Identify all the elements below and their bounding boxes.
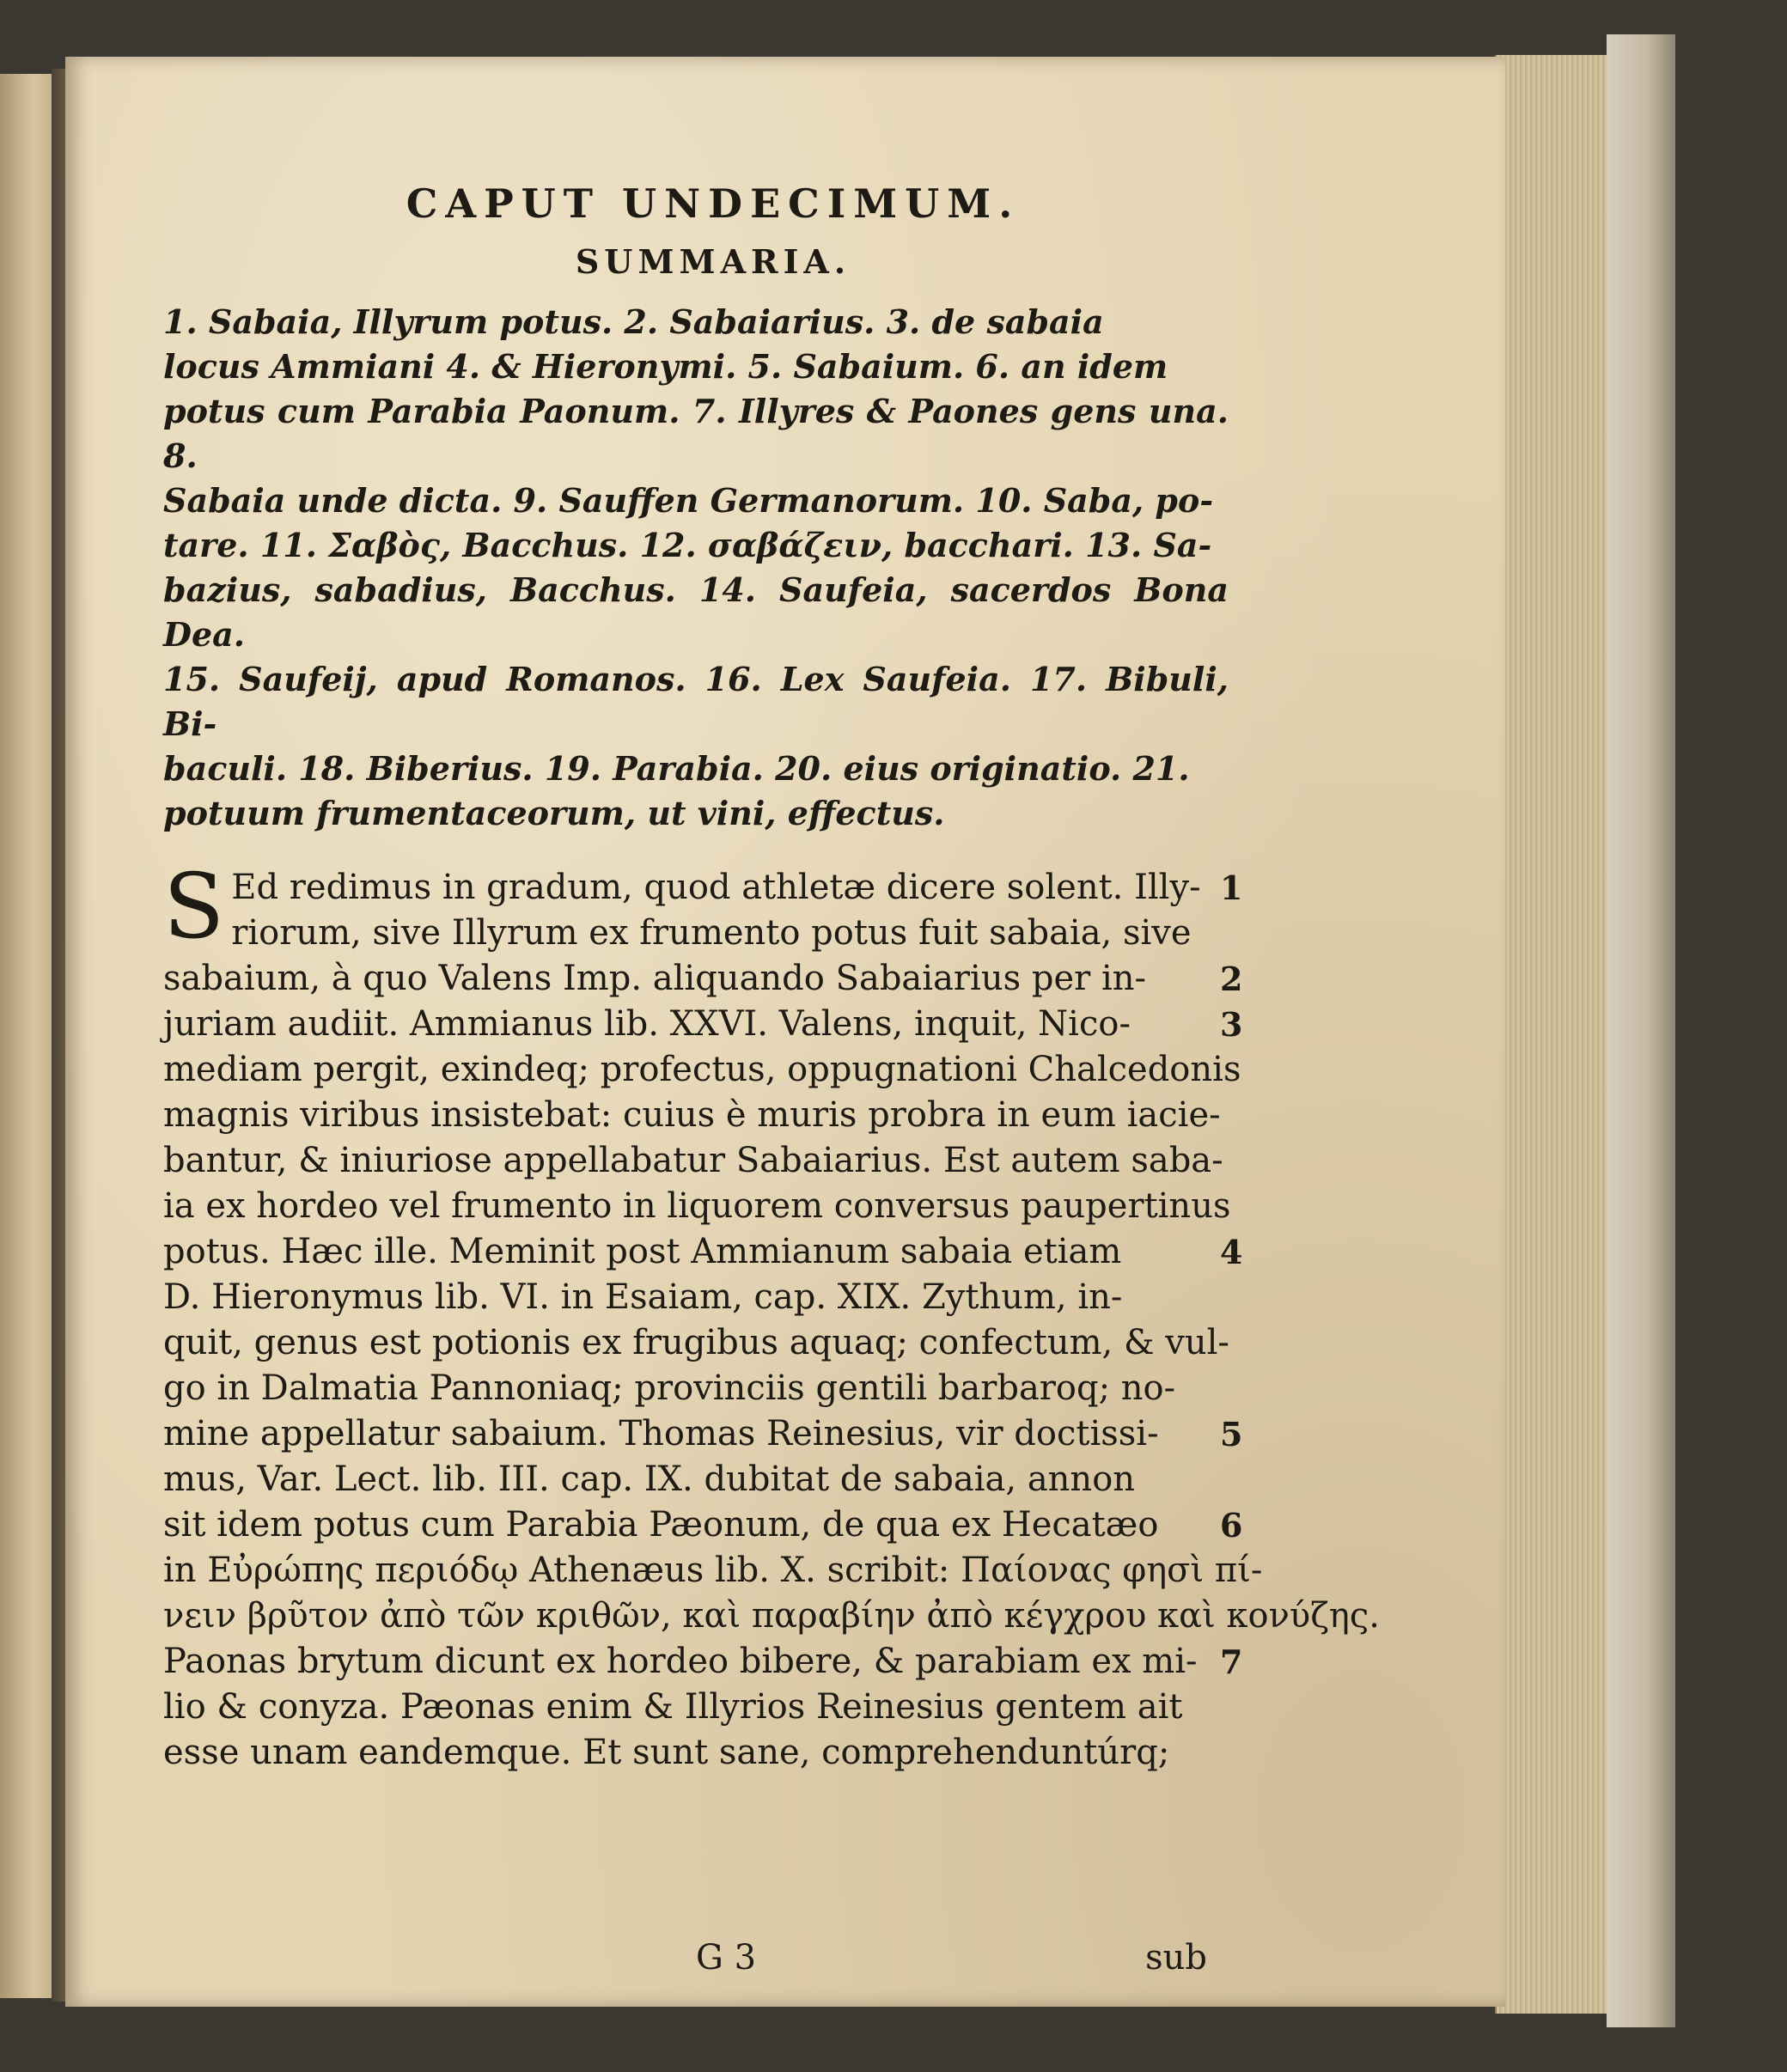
body-line: juriam audiit. Ammianus lib. XXVI. Valens, inquit, Nico- 3 <box>163 1002 1229 1047</box>
page-footer <box>163 1938 1207 1990</box>
body-line: sit idem potus cum Parabia Pæonum, de qua ex Hecatæo 6 <box>163 1502 1229 1548</box>
summary-line: locus Ammiani 4. & Hieronymi. 5. Sabaium. 6. an idem <box>163 347 1168 386</box>
catchword: sub <box>1145 1938 1207 1978</box>
summary-block <box>163 300 1229 836</box>
page-stack-edge <box>1495 55 1608 2014</box>
summary-line: 15. Saufeij, apud Romanos. 16. Lex Saufeia. 17. Bibuli, Bi- <box>163 660 1229 743</box>
summary-line: 1. Sabaia, Illyrum potus. 2. Sabaiarius. 3. de sabaia <box>163 302 1104 341</box>
summary-line: tare. 11. Σαβὸς, Bacchus. 12. σαβάζειν, bacchari. 13. Sa- <box>163 526 1212 564</box>
body-line: go in Dalmatia Pannoniaq; provinciis gentili barbaroq; no- <box>163 1368 1176 1408</box>
margin-line-number: 6 <box>1220 1506 1243 1545</box>
margin-line-number: 1 <box>1220 868 1243 907</box>
margin-line-number: 2 <box>1220 960 1243 998</box>
page-content <box>163 180 1380 1776</box>
book-cover-edge <box>1607 34 1675 2027</box>
body-line: mine appellatur sabaium. Thomas Reinesius, vir doctissi- 5 <box>163 1411 1229 1457</box>
body-line: ia ex hordeo vel frumento in liquorem conversus paupertinus <box>163 1186 1231 1226</box>
body-line: riorum, sive Illyrum ex frumento potus fuit sabaia, sive <box>231 913 1192 953</box>
margin-line-number: 7 <box>1220 1642 1243 1681</box>
body-line: Ed redimus in gradum, quod athletæ dicere solent. Illy- 1 <box>163 865 1229 911</box>
chapter-title: CAPUT UNDECIMUM. <box>406 180 1021 227</box>
body-line: in Εὐρώπης περιόδῳ Athenæus lib. X. scribit: Παίονας φησὶ πί- <box>163 1551 1263 1590</box>
body-line: Paonas brytum dicunt ex hordeo bibere, & parabiam ex mi- 7 <box>163 1639 1229 1685</box>
body-line: quit, genus est potionis ex frugibus aquaq; confectum, & vul- <box>163 1323 1229 1362</box>
summary-heading: SUMMARIA. <box>575 242 851 281</box>
body-line: bantur, & iniuriose appellabatur Sabaiarius. Est autem saba- <box>163 1141 1223 1180</box>
margin-line-number: 5 <box>1220 1415 1243 1453</box>
summary-line: baculi. 18. Biberius. 19. Parabia. 20. eius originatio. 21. <box>163 749 1190 788</box>
body-line: potus. Hæc ille. Meminit post Ammianum sabaia etiam 4 <box>163 1229 1229 1275</box>
summary-line: potus cum Parabia Paonum. 7. Illyres & Paones gens una. 8. <box>163 392 1229 475</box>
body-text <box>163 854 1380 1776</box>
body-line: mus, Var. Lect. lib. III. cap. IX. dubitat de sabaia, annon <box>163 1460 1136 1499</box>
body-line: magnis viribus insistebat: cuius è muris probra in eum iacie- <box>163 1095 1221 1135</box>
body-line: sabaium, à quo Valens Imp. aliquando Sabaiarius per in- 2 <box>163 956 1229 1002</box>
body-line: mediam pergit, exindeq; profectus, oppugnationi Chalcedonis <box>163 1050 1241 1089</box>
margin-line-number: 3 <box>1220 1005 1243 1044</box>
margin-line-number: 4 <box>1220 1233 1243 1271</box>
body-line: νειν βρῦτον ἀπὸ τῶν κριθῶν, καὶ παραβίην ἀπὸ κέγχρου καὶ κονύζης. <box>163 1596 1380 1636</box>
body-line: D. Hieronymus lib. VI. in Esaiam, cap. XIX. Zythum, in- <box>163 1277 1123 1317</box>
summary-line: potuum frumentaceorum, ut vini, effectus. <box>163 794 945 832</box>
drop-cap: S <box>163 854 225 959</box>
body-line: esse unam eandemque. Et sunt sane, comprehenduntúrq; <box>163 1733 1170 1772</box>
body-line: lio & conyza. Pæonas enim & Illyrios Reinesius gentem ait <box>163 1687 1183 1727</box>
summary-line: Sabaia unde dicta. 9. Sauffen Germanorum. 10. Saba, po- <box>163 481 1214 520</box>
signature-mark: G 3 <box>696 1938 757 1978</box>
summary-line: bazius, sabadius, Bacchus. 14. Saufeia, sacerdos Bona Dea. <box>163 570 1229 654</box>
